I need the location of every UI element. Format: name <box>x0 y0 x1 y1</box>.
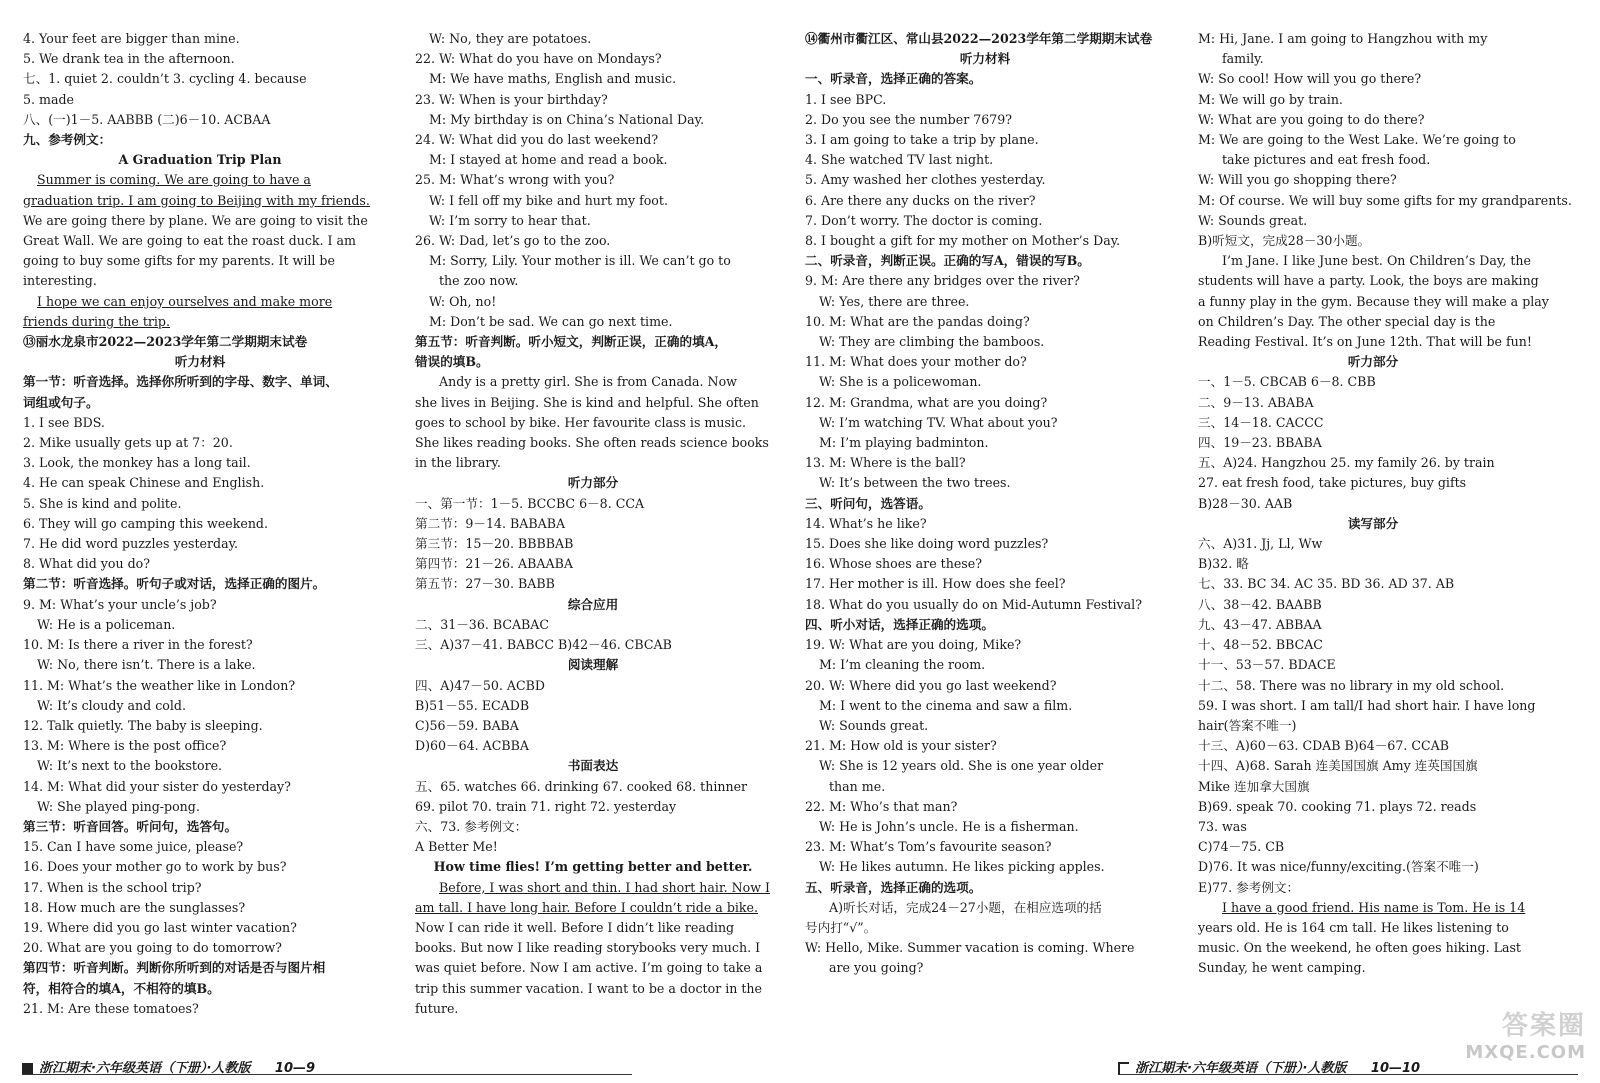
col2-line: Before, I was short and thin. I had short hair. Now I <box>439 879 770 895</box>
col4-line: 读写部分 <box>1347 515 1399 531</box>
col2-line: W: I’m sorry to hear that. <box>429 212 591 228</box>
col4-line: students will have a party. Look, the boys are making <box>1198 273 1539 289</box>
col3-line: W: Hello, Mike. Summer vacation is coming. Where <box>805 940 1135 956</box>
col3-line: 17. Her mother is ill. How does she feel? <box>805 576 1066 592</box>
col3-line: 5. Amy washed her clothes yesterday. <box>805 172 1046 188</box>
column-3 <box>805 29 1165 979</box>
col4-line: 十一、53－57. BDACE <box>1198 657 1336 673</box>
col3-line: 19. W: What are you doing, Mike? <box>805 637 1022 653</box>
col1-line: 9. M: What’s your uncle’s job? <box>23 596 217 612</box>
col4-line: Reading Festival. It’s on June 12th. That will be fun! <box>1198 334 1532 350</box>
col2-line: 六、73. 参考例文： <box>415 818 528 834</box>
col3-line: W: She is a policewoman. <box>819 374 982 390</box>
col4-line: W: What are you going to do there? <box>1198 111 1425 127</box>
col2-line: A Better Me! <box>415 839 498 855</box>
col1-line: 5. We drank tea in the afternoon. <box>23 51 235 67</box>
col3-line: W: They are climbing the bamboos. <box>819 334 1045 350</box>
col4-line: 二、9－13. ABABA <box>1198 394 1314 410</box>
col1-line: 15. Can I have some juice, please? <box>23 839 244 855</box>
col4-line: B)32. 略 <box>1198 556 1249 572</box>
col1-line: 七、1. quiet 2. couldn’t 3. cycling 4. because <box>23 71 307 87</box>
col3-line: 14. What’s he like? <box>805 515 927 531</box>
column-1 <box>23 29 377 1019</box>
col2-line: M: Sorry, Lily. Your mother is ill. We can’t go to <box>429 253 731 269</box>
col3-line: 二、听录音，判断正误。正确的写A，错误的写B。 <box>805 253 1090 269</box>
col4-line: I have a good friend. His name is Tom. He is 14 <box>1222 899 1526 915</box>
col1-line: 第一节：听音选择。选择你所听到的字母、数字、单词、 <box>23 374 338 390</box>
col2-line: W: I fell off my bike and hurt my foot. <box>429 192 668 208</box>
col4-line: C)74－75. CB <box>1198 839 1285 855</box>
column-2 <box>415 29 771 1019</box>
col2-line: 书面表达 <box>567 758 619 774</box>
col4-line: 一、1－5. CBCAB 6－8. CBB <box>1198 374 1376 390</box>
footer-right-title: 浙江期末·六年级英语（下册）·人教版 <box>1135 1061 1347 1076</box>
col3-line: 18. What do you usually do on Mid-Autumn Festival? <box>805 596 1142 612</box>
footer-left-title: 浙江期末·六年级英语（下册）·人教版 <box>39 1061 251 1076</box>
col4-line: 三、14－18. CACCC <box>1198 414 1324 430</box>
col3-line: 10. M: What are the pandas doing? <box>805 313 1030 329</box>
col4-line: M: Hi, Jane. I am going to Hangzhou with my <box>1198 31 1488 46</box>
watermark-bottom: MXQE.COM <box>1465 1042 1586 1063</box>
footer-bracket-icon <box>1118 1062 1129 1075</box>
col2-line: Now I can ride it well. Before I didn’t like reading <box>415 919 735 935</box>
col1-line: graduation trip. I am going to Beijing with my friends. <box>23 192 370 208</box>
col3-line: 8. I bought a gift for my mother on Mother’s Day. <box>805 233 1121 249</box>
col4-line: hair(答案不唯一) <box>1198 717 1297 733</box>
col4-line: M: We will go by train. <box>1198 91 1343 107</box>
col2-line: 听力部分 <box>567 475 619 491</box>
col2-line: 错误的填B。 <box>415 354 489 370</box>
col4-line: M: Of course. We will buy some gifts for my grandparents. <box>1198 192 1572 208</box>
col1-line: 13. M: Where is the post office? <box>23 738 227 754</box>
col4-line: B)28－30. AAB <box>1198 495 1293 511</box>
col3-line: 一、听录音，选择正确的答案。 <box>805 71 982 87</box>
col1-line: W: No, there isn’t. There is a lake. <box>37 657 256 673</box>
col2-line: M: Don’t be sad. We can go next time. <box>429 313 673 329</box>
col3-line: 五、听录音，选择正确的选项。 <box>805 879 982 895</box>
col3-line: 15. Does she like doing word puzzles? <box>805 536 1049 552</box>
col4-line: W: Sounds great. <box>1198 212 1308 228</box>
col2-line: 23. W: When is your birthday? <box>415 91 608 107</box>
col4-line: E)77. 参考例文： <box>1198 879 1300 895</box>
col3-line: than me. <box>829 778 886 794</box>
col2-line: 阅读理解 <box>567 657 619 673</box>
col4-line: I’m Jane. I like June best. On Children’s Day, the <box>1222 253 1531 269</box>
col2-line: 第三节：15－20. BBBBAB <box>415 536 574 552</box>
col2-line: 25. M: What’s wrong with you? <box>415 172 615 188</box>
col1-line: 4. Your feet are bigger than mine. <box>23 31 240 46</box>
col4-line: 五、A)24. Hangzhou 25. my family 26. by train <box>1198 455 1495 471</box>
col3-line: M: I’m playing badminton. <box>819 435 989 451</box>
col1-line: 21. M: Are these tomatoes? <box>23 1000 199 1016</box>
col1-line: I hope we can enjoy ourselves and make more <box>37 293 333 309</box>
col2-line: How time flies! I’m getting better and better. <box>433 859 753 875</box>
col1-line: 14. M: What did your sister do yesterday? <box>23 778 291 794</box>
col2-line: M: My birthday is on China’s National Day. <box>429 111 705 127</box>
col1-line: Great Wall. We are going to eat the roast duck. I am <box>23 233 356 249</box>
col3-line: 22. M: Who’s that man? <box>805 798 958 814</box>
col1-line: 第三节：听音回答。听问句，选答句。 <box>23 818 238 834</box>
col3-line: 9. M: Are there any bridges over the river? <box>805 273 1080 289</box>
col1-line: 19. Where did you go last winter vacation? <box>23 919 297 935</box>
col1-line: W: He is a policeman. <box>37 616 176 632</box>
col2-line: W: Oh, no! <box>429 293 497 309</box>
footer-square-icon <box>22 1063 33 1074</box>
col4-line: 十、48－52. BBCAC <box>1198 637 1323 653</box>
col2-line: 26. W: Dad, let’s go to the zoo. <box>415 233 611 249</box>
col1-line: 6. They will go camping this weekend. <box>23 515 268 531</box>
col4-line: family. <box>1222 51 1264 67</box>
col2-line: 第四节：21－26. ABAABA <box>415 556 573 572</box>
col3-line: W: Yes, there are three. <box>819 293 970 309</box>
col3-line: 23. M: What’s Tom’s favourite season? <box>805 839 1052 855</box>
col1-line: 11. M: What’s the weather like in London? <box>23 677 296 693</box>
col3-line: 7. Don’t worry. The doctor is coming. <box>805 212 1043 228</box>
col4-line: 九、43－47. ABBAA <box>1198 616 1322 632</box>
col1-line: 听力材料 <box>174 354 226 370</box>
col1-line: 5. made <box>23 91 74 107</box>
col2-line: 一、第一节：1－5. BCCBC 6－8. CCA <box>415 495 645 511</box>
col3-line: W: He is John’s uncle. He is a fisherman. <box>819 818 1079 834</box>
col2-line: 三、A)37－41. BABCC B)42－46. CBCAB <box>415 637 672 653</box>
col4-line: take pictures and eat fresh food. <box>1222 152 1431 168</box>
col4-line: 六、A)31. Jj, Ll, Ww <box>1198 536 1323 552</box>
col3-line: are you going? <box>829 960 924 976</box>
col4-line: M: We are going to the West Lake. We’re going to <box>1198 132 1516 148</box>
col2-line: 第五节：听音判断。听小短文，判断正误，正确的填A， <box>415 334 728 350</box>
col1-line: 九、参考例文： <box>23 132 112 148</box>
col2-line: Andy is a pretty girl. She is from Canada. Now <box>439 374 737 390</box>
col2-line: goes to school by bike. Her favourite class is music. <box>415 414 747 430</box>
col4-line: B)听短文，完成28－30小题。 <box>1198 233 1371 249</box>
col4-line: W: Will you go shopping there? <box>1198 172 1397 188</box>
col4-line: Mike 连加拿大国旗 <box>1198 778 1310 794</box>
col3-line: ⑭衢州市衢江区、常山县2022—2023学年第二学期期末试卷 <box>805 31 1153 46</box>
col2-line: 四、A)47－50. ACBD <box>415 677 545 693</box>
col1-line: 八、(一)1－5. AABBB (二)6－10. ACBAA <box>23 111 271 127</box>
col1-line: We are going there by plane. We are going to visit the <box>23 212 368 228</box>
col3-line: W: Sounds great. <box>819 717 929 733</box>
col3-line: A)听长对话，完成24－27小题，在相应选项的括 <box>829 899 1102 915</box>
col4-line: 八、38－42. BAABB <box>1198 596 1322 612</box>
col3-line: 号内打“√”。 <box>805 919 877 935</box>
col3-line: 4. She watched TV last night. <box>805 152 994 168</box>
col2-line: 综合应用 <box>567 596 619 612</box>
col1-line: 20. What are you going to do tomorrow? <box>23 940 282 956</box>
col4-line: 七、33. BC 34. AC 35. BD 36. AD 37. AB <box>1198 576 1455 592</box>
col2-line: D)60－64. ACBBA <box>415 738 529 754</box>
col1-line: W: It’s next to the bookstore. <box>37 758 223 774</box>
col2-line: books. But now I like reading storybooks very much. I <box>415 940 761 956</box>
col2-line: future. <box>415 1000 459 1016</box>
col3-line: 四、听小对话，选择正确的选项。 <box>805 616 994 632</box>
col2-line: 22. W: What do you have on Mondays? <box>415 51 662 67</box>
col2-line: M: I stayed at home and read a book. <box>429 152 668 168</box>
col2-line: trip this summer vacation. I want to be a doctor in the <box>415 980 762 996</box>
col3-line: M: I’m cleaning the room. <box>819 657 986 673</box>
col1-line: 16. Does your mother go to work by bus? <box>23 859 287 875</box>
col1-line: W: It’s cloudy and cold. <box>37 697 186 713</box>
col3-line: W: I’m watching TV. What about you? <box>819 414 1058 430</box>
col1-line: 第二节：听音选择。听句子或对话，选择正确的图片。 <box>23 576 326 592</box>
col3-line: W: He likes autumn. He likes picking apples. <box>819 859 1105 875</box>
footer-right-page: 10—10 <box>1370 1061 1421 1076</box>
col4-line: 十三、A)60－63. CDAB B)64－67. CCAB <box>1198 738 1449 754</box>
col3-line: 11. M: What does your mother do? <box>805 354 1027 370</box>
col1-line: 10. M: Is there a river in the forest? <box>23 637 253 653</box>
col3-line: 三、听问句，选答语。 <box>805 495 931 511</box>
col4-line: 59. I was short. I am tall/I had short hair. I have long <box>1198 697 1536 713</box>
col4-line: Sunday, he went camping. <box>1198 960 1366 976</box>
col1-line: interesting. <box>23 273 97 289</box>
col3-line: W: It’s between the two trees. <box>819 475 1011 491</box>
col4-line: D)76. It was nice/funny/exciting.(答案不唯一) <box>1198 859 1479 875</box>
col1-line: Summer is coming. We are going to have a <box>37 172 311 188</box>
col3-line: 1. I see BPC. <box>805 91 887 107</box>
col2-line: am tall. I have long hair. Before I couldn’t ride a bike. <box>415 899 759 915</box>
col3-line: 2. Do you see the number 7679? <box>805 111 1013 127</box>
col1-line: 符，相符合的填A，不相符的填B。 <box>23 980 220 996</box>
col4-line: B)69. speak 70. cooking 71. plays 72. reads <box>1198 798 1477 814</box>
col2-line: 五、65. watches 66. drinking 67. cooked 68. thinner <box>415 778 748 794</box>
col1-line: friends during the trip. <box>23 313 170 329</box>
col1-line: W: She played ping-pong. <box>37 798 200 814</box>
col1-line: 17. When is the school trip? <box>23 879 202 895</box>
col1-line: 7. He did word puzzles yesterday. <box>23 536 239 552</box>
col2-line: M: We have maths, English and music. <box>429 71 677 87</box>
col4-line: 十二、58. There was no library in my old school. <box>1198 677 1505 693</box>
column-4 <box>1198 29 1572 979</box>
col2-line: 第五节：27－30. BABB <box>415 576 555 592</box>
col3-line: 6. Are there any ducks on the river? <box>805 192 1036 208</box>
col3-line: M: I went to the cinema and saw a film. <box>819 697 1073 713</box>
col3-line: W: She is 12 years old. She is one year older <box>819 758 1104 774</box>
col1-line: 12. Talk quietly. The baby is sleeping. <box>23 717 263 733</box>
col2-line: in the library. <box>415 455 501 471</box>
col2-line: 二、31－36. BCABAC <box>415 616 550 632</box>
footer-right <box>1118 1057 1420 1076</box>
footer-left <box>22 1057 315 1076</box>
col4-line: years old. He is 164 cm tall. He likes listening to <box>1198 919 1509 935</box>
col4-line: 十四、A)68. Sarah 连美国国旗 Amy 连英国国旗 <box>1198 758 1478 774</box>
col2-line: she lives in Beijing. She is kind and helpful. She often <box>415 394 759 410</box>
watermark <box>1465 1005 1586 1063</box>
col2-line: C)56－59. BABA <box>415 717 519 733</box>
col4-line: 四、19－23. BBABA <box>1198 435 1322 451</box>
col2-line: B)51－55. ECADB <box>415 697 530 713</box>
col4-line: W: So cool! How will you go there? <box>1198 71 1422 87</box>
col1-line: 5. She is kind and polite. <box>23 495 182 511</box>
col3-line: 13. M: Where is the ball? <box>805 455 966 471</box>
col1-line: 词组或句子。 <box>23 394 99 410</box>
col3-line: 16. Whose shoes are these? <box>805 556 982 572</box>
col1-line: 8. What did you do? <box>23 556 151 572</box>
col1-line: going to buy some gifts for my parents. It will be <box>23 253 335 269</box>
col1-line: 4. He can speak Chinese and English. <box>23 475 265 491</box>
col2-line: 24. W: What did you do last weekend? <box>415 132 659 148</box>
col4-line: 27. eat fresh food, take pictures, buy gifts <box>1198 475 1467 491</box>
col1-line: ⑬丽水龙泉市2022—2023学年第二学期期末试卷 <box>23 334 308 350</box>
col2-line: She likes reading books. She often reads science books <box>415 435 769 451</box>
col2-line: 第二节：9－14. BABABA <box>415 515 566 531</box>
col4-line: music. On the weekend, he often goes hiking. Last <box>1198 940 1521 956</box>
col4-line: 73. was <box>1198 818 1247 834</box>
footer-left-page: 10—9 <box>274 1061 316 1076</box>
col2-line: 69. pilot 70. train 71. right 72. yesterday <box>415 798 677 814</box>
col1-line: 3. Look, the monkey has a long tail. <box>23 455 251 471</box>
col2-line: the zoo now. <box>439 273 519 289</box>
col3-line: 12. M: Grandma, what are you doing? <box>805 394 1048 410</box>
watermark-top: 答案圈 <box>1501 1011 1586 1041</box>
col4-line: 听力部分 <box>1347 354 1399 370</box>
col1-line: 2. Mike usually gets up at 7：20. <box>23 435 233 451</box>
col1-line: 第四节：听音判断。判断你所听到的对话是否与图片相 <box>23 960 326 976</box>
col3-line: 3. I am going to take a trip by plane. <box>805 132 1039 148</box>
col4-line: a funny play in the gym. Because they will make a play <box>1198 293 1549 309</box>
col1-line: 1. I see BDS. <box>23 414 105 430</box>
col1-line: A Graduation Trip Plan <box>118 152 282 168</box>
col1-line: 18. How much are the sunglasses? <box>23 899 246 915</box>
col2-line: was quiet before. Now I am active. I’m going to take a <box>415 960 763 976</box>
col4-line: on Children’s Day. The other special day is the <box>1198 313 1496 329</box>
col3-line: 20. W: Where did you go last weekend? <box>805 677 1057 693</box>
col3-line: 听力材料 <box>959 51 1011 67</box>
col2-line: W: No, they are potatoes. <box>429 31 592 46</box>
col3-line: 21. M: How old is your sister? <box>805 738 997 754</box>
